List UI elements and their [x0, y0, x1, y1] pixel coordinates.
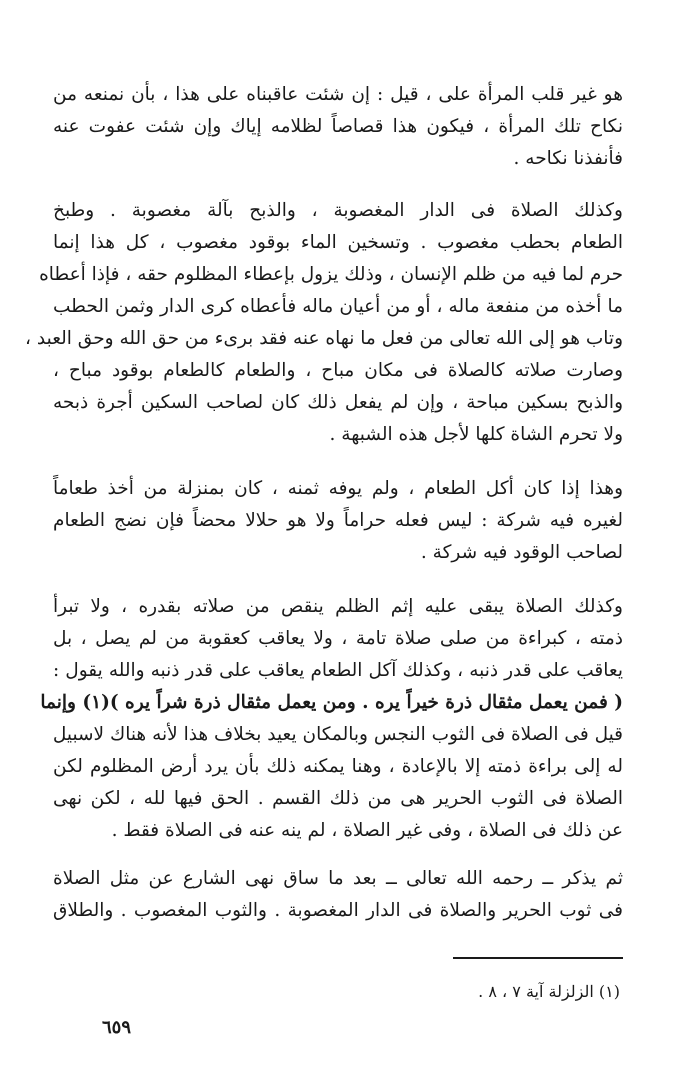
text-line: له إلى براءة ذمته إلا بالإعادة ، وهنا يمكنه ذلك بأن يرد أرض المظلوم لكن [53, 756, 623, 777]
text-line: وكذلك الصلاة فى الدار المغصوبة ، والذبح بآلة مغصوبة . وطبخ [53, 200, 623, 221]
text-line: قيل فى الصلاة فى الثوب النجس وبالمكان يعيد بخلاف هذا لأنه هناك لاسبيل [52, 724, 623, 745]
text-line: هو غير قلب المرأة على ، قيل : إن شئت عاقبناه على هذا ، بأن نمنعه من [53, 84, 623, 105]
footnote: (١) الزلزلة آية ٧ ، ٨ . [478, 982, 620, 1001]
text-line: عن ذلك فى الصلاة ، وفى غير الصلاة ، لم ينه عنه فى الصلاة فقط . [111, 820, 623, 841]
text-line: الطعام بحطب مغصوب . وتسخين الماء بوقود مغصوب ، كل هذا إنما [53, 232, 623, 253]
text-line: ما أخذه من منفعة ماله ، أو من أعيان ماله فأعطاه كرى الدار وثمن الحطب [53, 296, 623, 317]
text-line: حرم لما فيه من ظلم الإنسان ، وذلك يزول بإعطاء المظلوم حقه ، فإذا أعطاه [39, 264, 623, 285]
text-line: الصلاة فى الثوب الحرير هى من ذلك القسم . الحق فيها لله ، لكن نهى [53, 788, 623, 809]
text-line: والذبح بسكين مباحة ، وإن لم يفعل ذلك كان لصاحب السكين أجرة ذبحه [53, 392, 623, 413]
text-line: فأنفذنا نكاحه . [513, 148, 623, 169]
text-line: وهذا إذا كان أكل الطعام ، ولم يوفه ثمنه ، كان بمنزلة من أخذ طعاماً [53, 478, 623, 499]
text-line: فى ثوب الحرير والصلاة فى الدار المغصوبة . والثوب المغصوب . والطلاق [53, 900, 623, 921]
quran-verse-line: ( فمن يعمل مثقال ذرة خيراً يره . ومن يعمل مثقال ذرة شراً يره )(١) وإنما [40, 692, 623, 713]
footnote-divider [453, 957, 623, 959]
text-line: وصارت صلاته كالصلاة فى مكان مباح ، والطعام كالطعام بوقود مباح ، [53, 360, 623, 381]
text-line: نكاح تلك المرأة ، فيكون هذا قصاصاً لظلامه إياك وإن شئت عفوت عنه [53, 116, 623, 137]
text-line: لصاحب الوقود فيه شركة . [420, 542, 623, 563]
text-line: لغيره فيه شركة : ليس فعله حراماً ولا هو حلالا محضاً فإن نضج الطعام [53, 510, 623, 531]
page-number: ٦٥٩ [102, 1017, 132, 1038]
text-line: ذمته ، كبراءة من صلى صلاة تامة ، ولا يعاقب كعقوبة من لم يصل ، بل [53, 628, 623, 649]
text-line: وكذلك الصلاة يبقى عليه إثم الظلم ينقص من صلاته بقدره ، ولا تبرأ [53, 596, 623, 617]
text-line: وتاب هو إلى الله تعالى من فعل ما نهاه عنه فقد برىء من حق الله وحق العبد ، [25, 328, 623, 349]
text-line: ثم يذكر ــ رحمه الله تعالى ــ بعد ما ساق نهى الشارع عن مثل الصلاة [53, 868, 623, 889]
text-line: ولا تحرم الشاة كلها لأجل هذه الشبهة . [329, 424, 623, 445]
text-line: يعاقب على قدر ذنبه ، وكذلك آكل الطعام يعاقب على قدر ذنبه والله يقول : [53, 660, 623, 681]
